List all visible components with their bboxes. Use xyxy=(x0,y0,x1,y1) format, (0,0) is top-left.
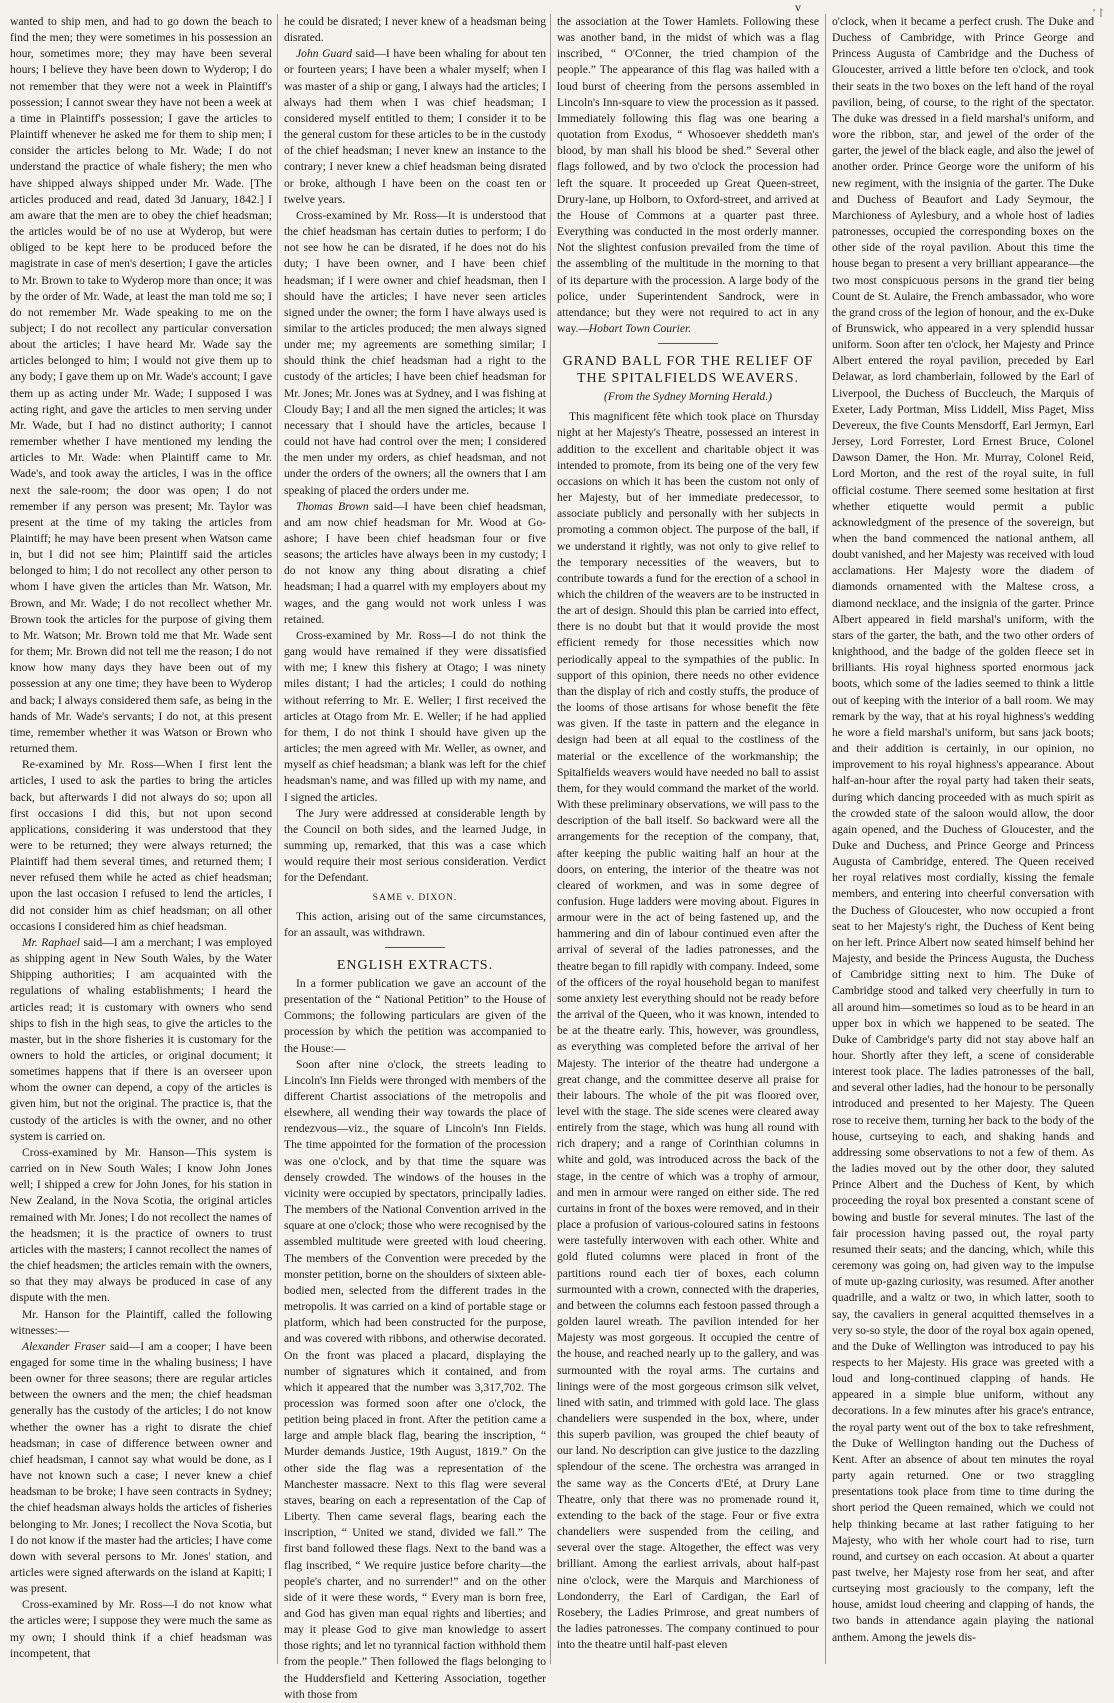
paragraph: Cross-examined by Mr. Ross—I do not know what the articles were; I suppose they were much the same as my own; I should think if a chief headsman was incompetent, that xyxy=(10,1598,272,1660)
section-subheading: (From the Sydney Morning Herald.) xyxy=(604,390,772,404)
paragraph: Cross-examined by Mr. Hanson—This system is carried on in New South Wales; I know John Jones well; I shipped a crew for John Jones, for his station in New Zealand, in the Nova Scotia, the original articles remained with Mr. Jones; I do not recollect the names of the headsmen; it is the practice of owners to trust articles with the masters; I cannot recollect the names of the chief headsmen; the articles remain with the owners, so that they may always be produced in case of any dispute with the men. xyxy=(10,1145,272,1305)
corner-mark: ʼ↾ xyxy=(1091,6,1106,20)
paragraph: o'clock, when it became a perfect crush. The Duke and Duchess of Cambridge, with Prince George and Princess Augusta of Cambridge and the Duchess of Gloucester, arrived a little before ten o'clock, and took their seats in the two boxes on the left hand of the royal pavilion, being, of course, to the right of the spectator. The duke was dressed in a field marshal's uniform, and wore the ribbon, star, and jewel of the order of the garter, the jewel of the black eagle, and also the jewel of another order. Prince George wore the uniform of his new regiment, with the insignia of the garter. The Duke and Duchess of Beaufort and Lady Seymour, the Marchioness of Aylesbury, and a whole host of ladies patronesses, occupied the corresponding boxes on the other side of the royal pavilion. About this time the house began to present a very brilliant appearance—the two most conspicuous persons in the grand tier being Count de St. Aulaire, the French ambassador, who wore the grand cross of the legion of honour, and the ex-Duke of Brunswick, who appeared in a very splendid hussar uniform. Soon after ten o'clock, her Majesty and Prince Albert entered the royal pavilion, preceded by Earl Delawar, as lord chamberlain, followed by the Earl of Liverpool, the Duchess of Buccleuch, the Marquis of Exeter, Lady Portman, Miss Liddell, Miss Paget, Miss Devereux, the five Counts Mensdorff, Earl Jermyn, Earl Jersey, Lord Forrester, Lord Ernest Bruce, Colonel Dawson Damer, the Hon. Mr. Murray, Colonel Reid, Lord Morton, and the rest of the royal suite, in full official costume. There seemed some hesitation at first whether etiquette would permit a public acknowledgment of the presence of the sovereign, but when the band commenced the national anthem, all doubt vanished, and her Majesty was received with loud acclamations. Her Majesty wore the diadem of diamonds ornamented with the Maltese cross, a diamond necklace, and the insignia of the garter. Prince Albert appeared in field marshal's uniform, with the stars of the garter, the bath, and the two other orders of knighthood, and the badge of the golden fleece set in brilliants. His royal highness sported enormous jack boots, which some of the ladies seemed to think a little out of keeping with the interior of a ball room. We may remark by the way, that at his royal highness's wedding he wore a field marshal's uniform, but sans jack boots; and their addition is certainly, in our opinion, no improvement to his royal highness's appearance. About half-an-hour after the royal party had taken their seats, during which dancing proceeded with as much spirit as the crowded state of the saloon would allow, the door again opened, and the Duchess of Gloucester, and the Duke and Duchess, and Prince George and Princess Augusta of Cambridge, entered. The Queen received her royal relatives most cordially, kissing the female members, and entering into cheerful conversation with the Duchess of Gloucester, who now occupied a front seat to her Majesty's right, the Duchess of Kent being on her left. Prince Albert now seated himself behind her Majesty, and beside the Princess Augusta, the Duchess of Cambridge sitting next to him. The Duke of Cambridge stood and talked very cheerfully in turn to all around him—sometimes so loud as to be heard in an upper box in which we happened to be seated. The Duke of Cambridge's party did not stay above half an hour. Shortly after they left, a scene of considerable interest took place. The ladies patronesses of the ball, and several other ladies, had the honour to be personally introduced and presented to her Majesty. The Queen rose to receive them, turning her back to the body of the house, curtseying to each, and shaking hands and addressing some observations to not a few of them. As the ladies moved out by the other door, they saluted Prince Albert and the Duchess of Kent, by which proceeding the royal box presented a constant scene of bowing and bustle for several minutes. The last of the fair procession having passed out, the royal party resumed their seats; and the dancing, which, while this ceremony was going on, had given way to the impulse of mute up-gazing curiosity, was resumed. After another quadrille, and a waltz or two, in which latter, sooth to say, the cavaliers in general acquitted themselves in a very so-so style, the door of the royal box again opened, and the Duke of Wellington was introduced to pay his respects to her Majesty. His grace was greeted with a loud and long-continued clapping of hands. He appeared in a simple blue uniform, without any decorations. In a few minutes after his grace's entrance, the royal party went out of the box to take refreshment, the Duke of Wellington handing out the Duchess of Kent. After an absence of about ten minutes the royal party again returned. One or two straggling presentations took place from time to time during the short period the Queen remained, which we could not help thinking became at last rather fatiguing to her Majesty, who with her whole court had to rise, turn round, and curtsey on each occasion. At about a quarter past twelve, her Majesty rose from her seat, and after curtseying most graciously to the company, left the house, amidst loud cheering and clapping of hands, the two bands in attendance again playing the national anthem. Among the jewels dis- xyxy=(832,15,1094,1644)
paragraph-text: said—I am a cooper; I have been engaged for some time in the whaling business; I have been owner for three seasons; there are regular articles between the owners and the men; the chief headsman generally has the custody of the articles; I do not know whether the owner has a right to disrate the chief headsman; in case of difference between owner and chief headsman, I cannot say what would be done, as I have not known such a case; I never knew a chief headsman to be broke; I have seen contracts in Sydney; the chief headsman always holds the articles of fisheries belonging to Mr. Jones; I recollect the Nova Scotia, but I do not know if the master had the articles; I have come down with several persons to Mr. Jones' station, and articles were signed afterwards on the island at Kapiti; I was present. xyxy=(10,1339,272,1596)
paragraph: Re-examined by Mr. Ross—When I first lent the articles, I used to ask the parties to bring the articles back, but afterwards I did not always do so; upon all first occasions I did this, but not upon second applications, considering it was understood that they were to be returned; they were always returned; the Plaintiff had them several times, and returned them; I never refused them while he acted as chief headsman; upon the last occasion I refused to lend the articles, I did not consider him as chief headsman; on all other occasions I considered him as chief headsman. xyxy=(10,758,272,933)
source-credit: —Hobart Town Courier. xyxy=(578,321,692,335)
paragraph: Soon after nine o'clock, the streets leading to Lincoln's Inn Fields were thronged with members of the different Chartist associations of the metropolis and elsewhere, all wending their way towards the place of rendezvous—viz., the square of Lincoln's Inn Fields. The time appointed for the formation of the procession was one o'clock, and by that time the square was densely crowded. The windows of the houses in the vicinity were occupied by spectators, principally ladies. The members of the National Convention arrived in the square at one o'clock; those who were recognised by the assembled multitude were greeted with loud cheering. The members of the Convention were preceded by the monster petition, borne on the shoulders of sixteen able-bodied men, selected from the different trades in the metropolis. It was carried on a kind of portable stage or platform, which had been constructed for the purpose, and was covered with ribbons, and otherwise decorated. On the front was placed a placard, displaying the number of signatures which it contained, and from which it appeared that the number was 3,317,702. The procession was formed soon after one o'clock, the petition being placed in front. After the petition came a large and ample black flag, bearing the inscription, “ Murder demands Justice, 19th August, 1819.” On the other side the flag was a representation of the Manchester massacre. Next to this flag were several staves, bearing on each a representation of the Cap of Liberty. Then came several flags, bearing each the inscription, “ United we stand, divided we fall.” The first band followed these flags. Next to the band was a flag inscribed, “ We require justice before charity—the people's charter, and no surrender!” and on the other side of it were these words, “ Every man is born free, and God has given man equal rights and liberties; and may it please God to give man knowledge to assert those rights; and let no tyrannical faction withhold them from the people.” Then followed the flags belonging to the Huddersfield and Kettering Association, together with those from xyxy=(284,1057,546,1701)
paragraph xyxy=(10,935,272,1145)
column-rule xyxy=(277,14,278,1664)
speaker-name: Alexander Fraser xyxy=(22,1339,106,1353)
section-heading xyxy=(557,353,819,387)
paragraph: Mr. Hanson for the Plaintiff, called the following witnesses:— xyxy=(10,1307,272,1337)
paragraph-text: said—I am a merchant; I was employed as shipping agent in New South Wales, by the Water Shipping authorities; I am acquainted with the regulations of whaling establishments; I heard the articles read; it is customary with owners who send ships to fish in the high seas, to give the articles to the master, but in the shore fisheries it is customary for the owners to hold the articles, or original document; it sometimes happens that if there is an overseer upon whom the owner can depend, a copy of the articles is given him, but not the original. The practice is, that the custody of the articles is with the owner, and no other system is carried on. xyxy=(10,935,272,1143)
paragraph: The Jury were addressed at considerable length by the Council on both sides, and the learned Judge, in summing up, remarked, that this was a case which would require their most serious consideration. Verdict for the Defendant. xyxy=(284,806,546,885)
paragraph xyxy=(284,46,546,208)
section-separator xyxy=(284,943,546,953)
column-1 xyxy=(10,14,272,1672)
section-heading: ENGLISH EXTRACTS. xyxy=(336,957,494,973)
section-separator xyxy=(557,339,819,349)
paragraph-text: the association at the Tower Hamlets. Following these was another band, in the midst of which was a flag inscribed, “ O'Conner, the tried champion of the people.” The appearance of this flag was hailed with a loud burst of cheering from the persons assembled in Lincoln's Inn-square to view the procession as it passed. Immediately following this flag was one bearing a quotation from Exodus, “ Whosoever sheddeth man's blood, by man shall his blood be shed.” Several other flags followed, and by two o'clock the procession had left the square. It proceeded up Great Queen-street, Drury-lane, up Holborn, to Oxford-street, and arrived at the House of Commons at a quarter past three. Everything was conducted in the most orderly manner. Not the slightest confusion prevailed from the time of the assembling of the multitude in the morning to that of its departure with the procession. A large body of the police, under Superintendent Sandrock, were in attendance; but they were not required to act in any way. xyxy=(557,15,819,335)
paragraph: wanted to ship men, and had to go down the beach to find the men; they were sometimes in his possession an hour, sometimes more; they may have been several hours; I believe they have been down to Wyderop; I do not remember that they were not a week in Plaintiff's possession; I cannot swear they have not been a week at a time in Plaintiff's possession; I gave the articles to Plaintiff whenever he asked me for them to ship men; I consider the articles belong to Mr. Wade; I do not understand the practice of whale fishery; the men who have shipped always shipped under Mr. Wade. [The articles produced and read, dated 3d January, 1842.] I am aware that the men are to obey the chief headsman; the articles would be of no use at Wyderop, but were obliged to be kept here to be produced before the magistrate in case of men's desertion; I gave the articles to Mr. Brown to take to Wyderop more than once; it was by the order of Mr. Wade, at least the man told me so; I do not remember Mr. Wade speaking to me on the subject; I do not recollect any particular conversation about the articles; I have heard Mr. Wade say the articles belonged to him; I would not give them up to any body; I gave them up on Mr. Wade's account; I gave them up as acting under Mr. Wade; I supposed I was acting right, and gave the articles to men serving under Mr. Wade, but I had no distinct authority; I cannot remember whether I have mentioned my lending the articles to Mr. Wade: when Plaintiff came to Mr. Wade's, and took away the articles, I was in the office next the sale-room; the door was open; I do not remember if any person was present; Mr. Taylor was present at the time of my taking the articles from Plaintiff; he may have been present when Watson came in, but I did not see him; Plaintiff said the articles belonged to him; I do not recollect any other person to whom I have given the articles than Mr. Watson, Mr. Brown, and Mr. Wade; I do not recollect whether Mr. Brown took the articles for the purpose of giving them to Mr. Watson; Mr. Brown told me that Mr. Wade sent for them; Mr. Brown did not tell me the reason; I do not know how many days they have been out of my possession at any one time; they have been to Wyderop and back; I always considered them safe, as being in the hands of Mr. Wade's servants; I do not, at this present time, remember whether it was Watson or Brown who returned them. xyxy=(10,15,272,756)
column-rule xyxy=(550,14,551,1664)
paragraph xyxy=(10,1339,272,1598)
case-title: SAME v. DIXON. xyxy=(372,893,458,904)
folio-mark: v xyxy=(795,0,801,14)
paragraph: This action, arising out of the same circumstances, for an assault, was withdrawn. xyxy=(284,909,546,939)
paragraph xyxy=(284,499,546,628)
heading-line: GRAND BALL FOR THE RELIEF OF xyxy=(562,354,814,370)
speaker-name: John Guard xyxy=(296,47,352,61)
paragraph-text: said—I have been whaling for about ten or fourteen years; I have been a whaler myself; when I was master of a ship or gang, I always had the articles; I always had them when I was chief headsman; I considered myself entitled to them; I consider it to be the general custom for these articles to be in the custody of the chief headsman; I never knew an instance to the contrary; I never knew a chief headsman being disrated or broke, although I have been on the coast ten or twelve years. xyxy=(284,47,546,206)
column-4 xyxy=(832,14,1094,1672)
speaker-name: Thomas Brown xyxy=(296,499,369,513)
paragraph: Cross-examined by Mr. Ross—I do not think the gang would have remained if they were dissatisfied with me; I knew this fishery at Otago; I was ninety miles distant; I had the articles; I could do nothing without referring to Mr. E. Weller; I first received the articles at Otago from Mr. E. Weller; if he had applied for them, I do not think I should have given up the articles; the men agreed with Mr. Weller, as owner, and myself as chief headsman; a blank was left for the chief headsman's name, and was filled up with my name, and I signed the articles. xyxy=(284,628,546,804)
paragraph xyxy=(557,14,819,337)
paragraph-text: said—I have been chief headsman, and am now chief headsman for Mr. Wood at Go-ashore; I have been chief headsman four or five seasons; the articles have always been in my custody; I do not know any thing about disrating a chief headsman; I had a quarrel with my employers about my wages, and the gang would not work unless I was retained. xyxy=(284,499,546,626)
column-rule xyxy=(825,14,826,1664)
paragraph: Cross-examined by Mr. Ross—It is understood that the chief headsman has certain duties to perform; I do not see how he can be disrated, if he does not do his duty; I have been owner, and I have been chief headsman; if I were owner and chief headsman, then I should have the articles; I have never seen articles signed under the owner; the form I have always used is similar to the articles produced; the men always signed under me; my agreements are something similar; I should think the chief headsman had a right to the custody of the articles; I have been chief headsman for Mr. Jones; Mr. Jones was at Sydney, and I was fishing at Cloudy Bay; I and all the men signed the articles; it was necessary that I should have the articles, because I could not have had control over the men; I considered the men under my orders, as chief headsman, and not under the orders of the owners; all the owners that I am speaking of placed the orders under me. xyxy=(284,208,547,497)
column-3 xyxy=(557,14,819,1672)
paragraph: In a former publication we gave an account of the presentation of the “ National Petition” to the House of Commons; the following particulars are given of the procession by which the petition was accompanied to the House:— xyxy=(284,976,546,1055)
heading-line: THE SPITALFIELDS WEAVERS. xyxy=(576,371,800,387)
column-2 xyxy=(284,14,547,1701)
paragraph: he could be disrated; I never knew of a headsman being disrated. xyxy=(284,15,546,45)
speaker-name: Mr. Raphael xyxy=(22,935,80,949)
paragraph: This magnificent fête which took place on Thursday night at her Majesty's Theatre, possessed an interest in addition to the excellent and charitable object it was intended to promote, from its being one of the very few occasions on which it has been the custom not only of her Majesty, but of her immediate predecessor, to associate publicly and personally with her subjects in promoting a common object. The purpose of the ball, if we understand it rightly, was not only to give relief to the temporary necessities of the weavers, but to contribute towards a fund for the erection of a school in which the children of the weavers are to be instructed in the art of design. Should this plan be carried into effect, there is no doubt but that it would provide the most efficient remedy for those necessities which now periodically appeal to the sympathies of the public. In support of this opinion, there needs no other evidence than the display of rich and costly stuffs, the produce of the looms of those artisans for whose benefit the fête was given. If the taste in pattern and the elegance in design had been at all equal to the costliness of the material or the excellence of the workmanship; the Spitalfields weavers would have needed no ball to assist them, for they would command the market of the world. With these preliminary observations, we will pass to the description of the ball itself. So backward were all the arrangements for the reception of the company, that, after keeping the public waiting half an hour at the doors, on entering, the interior of the theatre was not cleared of workmen, and was in some degree of confusion. Huge ladders were moving about. Figures in armour were in the act of being fastened up, and the hammering and din of labour continued even after the arrival of several of the ladies patronesses, and the theatre began to fill rapidly with company. Indeed, some of the officers of the royal household began to manifest some anxiety lest everything should not be ready before the arrival of the Queen, who it was known, intended to be at the theatre early. This, however, was groundless, as everything was completed before the arrival of her Majesty. The interior of the theatre had undergone a great change, and the committee deserve all praise for their labours. The whole of the pit was floored over, level with the stage. The side scenes were cleared away entirely from the stage, which was hung all round with rich drapery; and a range of Corinthian columns in white and gold, was introduced across the back of the stage, in the centre of which was a trophy of armour, and men in armour were ranged on either side. The red curtains in front of the boxes were removed, and in their place a profusion of various-coloured satins in festoons were tastefully interwoven with each other. White and gold fluted columns were placed in front of the partitions round each tier of boxes, each column surmounted with a crown, connected with the draperies, and between the columns each festoon passed through a golden laurel wreath. The pavilion intended for her Majesty was most gorgeous. It occupied the centre of the house, and reached nearly up to the gallery, and was surmounted with the royal arms. The curtains and linings were of the most gorgeous crimson silk velvet, lined with satin, and trimmed with gold lace. The glass chandeliers were suspended in the box, where, under this superb pavilion, was grouped the chief beauty of our land. No description can give justice to the dazzling splendour of the scene. The orchestra was arranged in the same way as the Concerts d'Eté, at Drury Lane Theatre, only that there was no promenade round it, extending to the back of the stage. Four or five extra chandeliers were suspended from the ceiling, and several over the stage. Altogether, the effect was very brilliant. Among the earliest arrivals, about half-past nine o'clock, were the Marquis and Marchioness of Londonderry, the Earl of Cardigan, the Earl of Rosebery, the Ladies Primrose, and great numbers of the ladies patronesses. The company continued to pour into the theatre until half-past eleven xyxy=(557,410,819,1652)
